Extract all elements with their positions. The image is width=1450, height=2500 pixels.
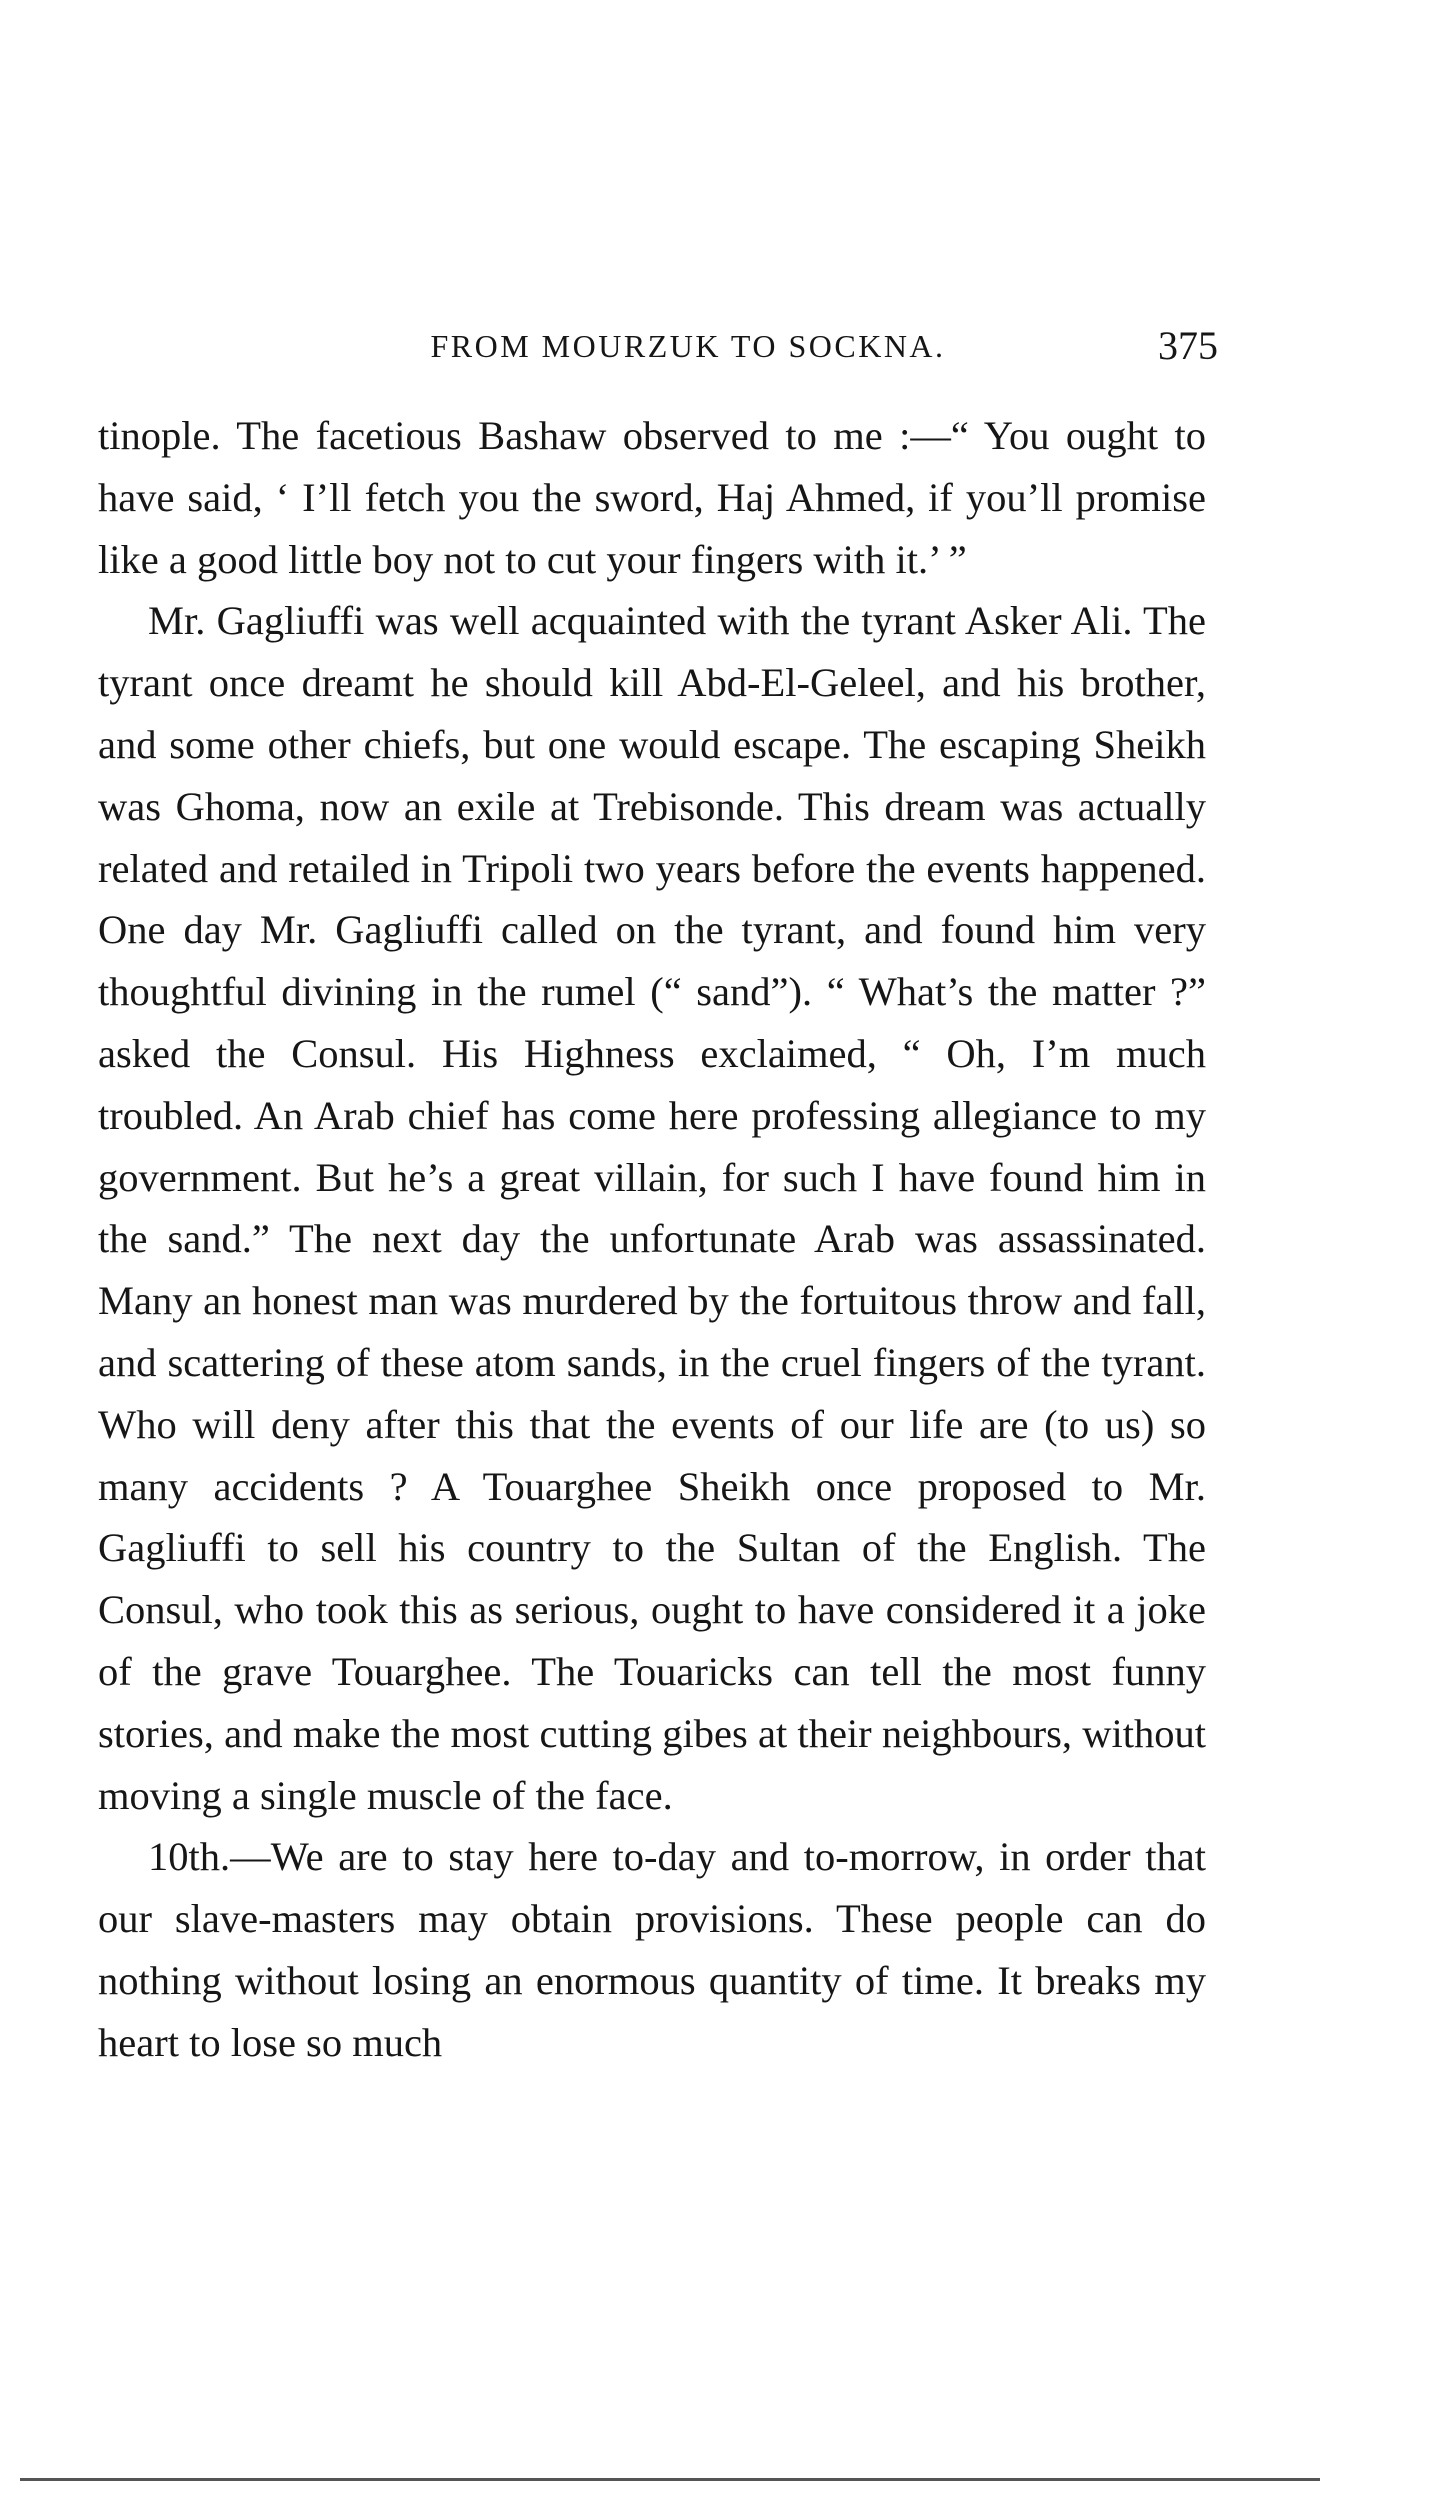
paragraph-diary-entry: 10th.—We are to stay here to-day and to-morrow, in order that our slave-masters may obtain provisions. These people can do nothing without losing an enormous quantity of time. It breaks my heart to lose so much [98,1834,1206,2065]
body-text [98,405,1206,2074]
running-title: FROM MOURZUK TO SOCKNA. [430,328,946,364]
bottom-rule [20,2478,1320,2481]
paragraph-gagliuffi: Mr. Gagliuffi was well acquainted with the tyrant Asker Ali. The tyrant once dreamt he should kill Abd-El-Geleel, and his brother, and some other chiefs, but one would escape. The escaping Sheikh was Ghoma, now an exile at Trebisonde. This dream was actually related and retailed in Tripoli two years before the events happened. One day Mr. Gagliuffi called on the tyrant, and found him very thoughtful divining in the rumel (“ sand”). “ What’s the matter ?” asked the Consul. His Highness exclaimed, “ Oh, I’m much troubled. An Arab chief has come here professing allegiance to my government. But he’s a great villain, for such I have found him in the sand.” The next day the unfortunate Arab was assassinated. Many an honest man was murdered by the fortuitous throw and fall, and scattering of these atom sands, in the cruel fingers of the tyrant. Who will deny after this that the events of our life are (to us) so many accidents ? A Touarghee Sheikh once proposed to Mr. Gagliuffi to sell his country to the Sultan of the English. The Consul, who took this as serious, ought to have considered it a joke of the grave Touarghee. The Touaricks can tell the most funny stories, and make the most cutting gibes at their neighbours, without moving a single muscle of the face. [98,598,1206,1818]
running-head [98,318,1218,374]
page-number: 375 [1158,323,1218,368]
paragraph-continuation: tinople. The facetious Bashaw observed to me :—“ You ought to have said, ‘ I’ll fetch you the sword, Haj Ahmed, if you’ll promise like a good little boy not to cut your fingers with it.’ ” [98,413,1206,582]
